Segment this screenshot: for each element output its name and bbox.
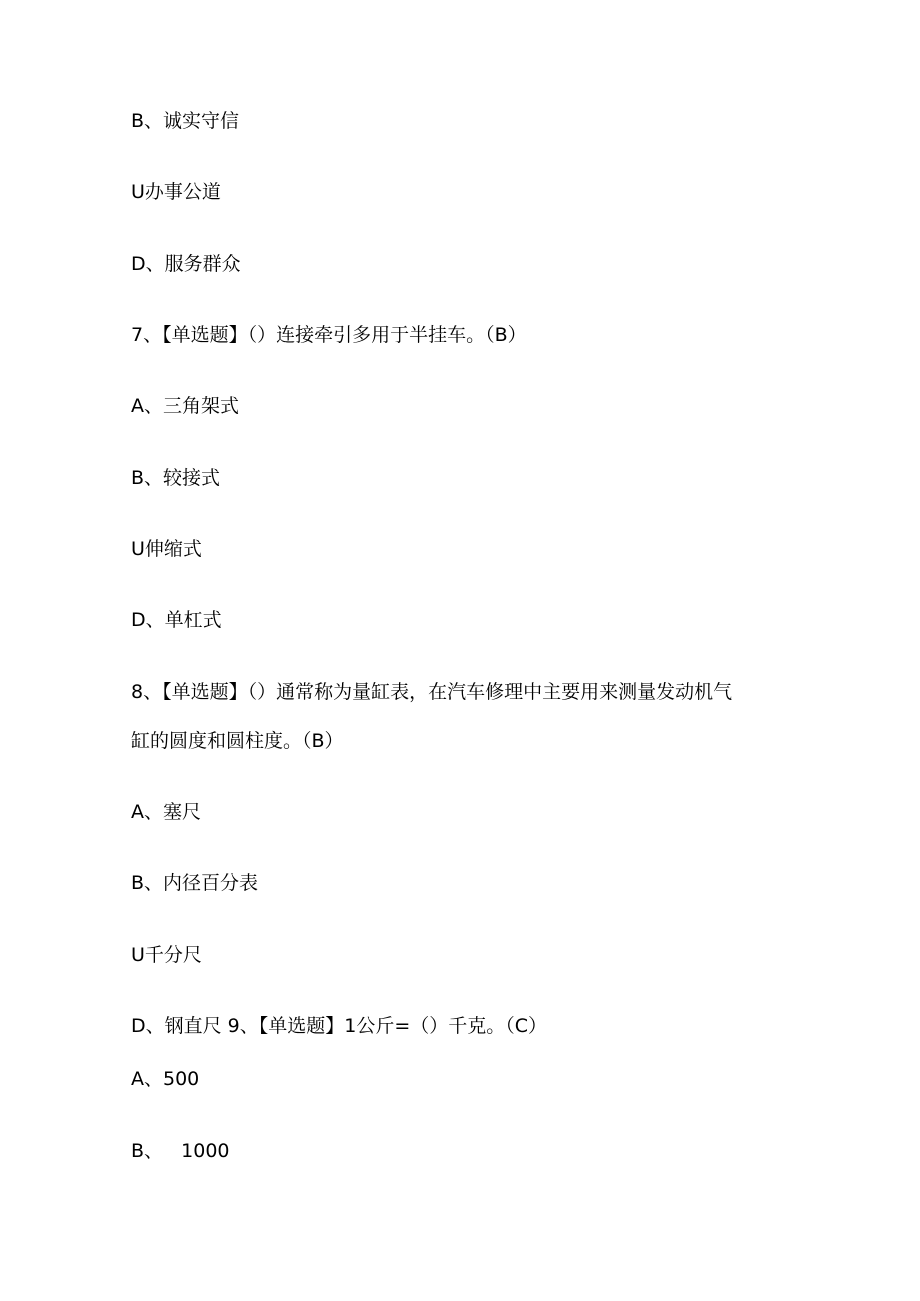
option-c-q6: U办事公道	[131, 181, 221, 203]
option-b-q6: B、诚实守信	[131, 110, 240, 132]
option-b-q8: B、内径百分表	[131, 872, 259, 894]
option-c-q7: U伸缩式	[131, 538, 202, 560]
option-c-q8: U千分尺	[131, 944, 202, 966]
option-a-q9: A、500	[131, 1068, 200, 1090]
option-a-q8: A、塞尺	[131, 801, 201, 823]
option-b-q9: B、 1000	[131, 1140, 230, 1162]
option-b-q7: B、较接式	[131, 467, 221, 489]
option-d-q7: D、单杠式	[131, 609, 222, 631]
question-7: 7、【单选题】（）连接牵引多用于半挂车。（B）	[131, 324, 527, 346]
question-8-line-1: 8、【单选题】（）通常称为量缸表，在汽车修理中主要用来测量发动机气	[131, 681, 733, 703]
option-d-q6: D、服务群众	[131, 253, 241, 275]
question-8-line-2: 缸的圆度和圆柱度。（B）	[131, 730, 344, 752]
option-a-q7: A、三角架式	[131, 395, 239, 417]
option-d-q8-and-question-9: D、钢直尺 9、【单选题】1公斤=（）千克。（C）	[131, 1015, 548, 1037]
